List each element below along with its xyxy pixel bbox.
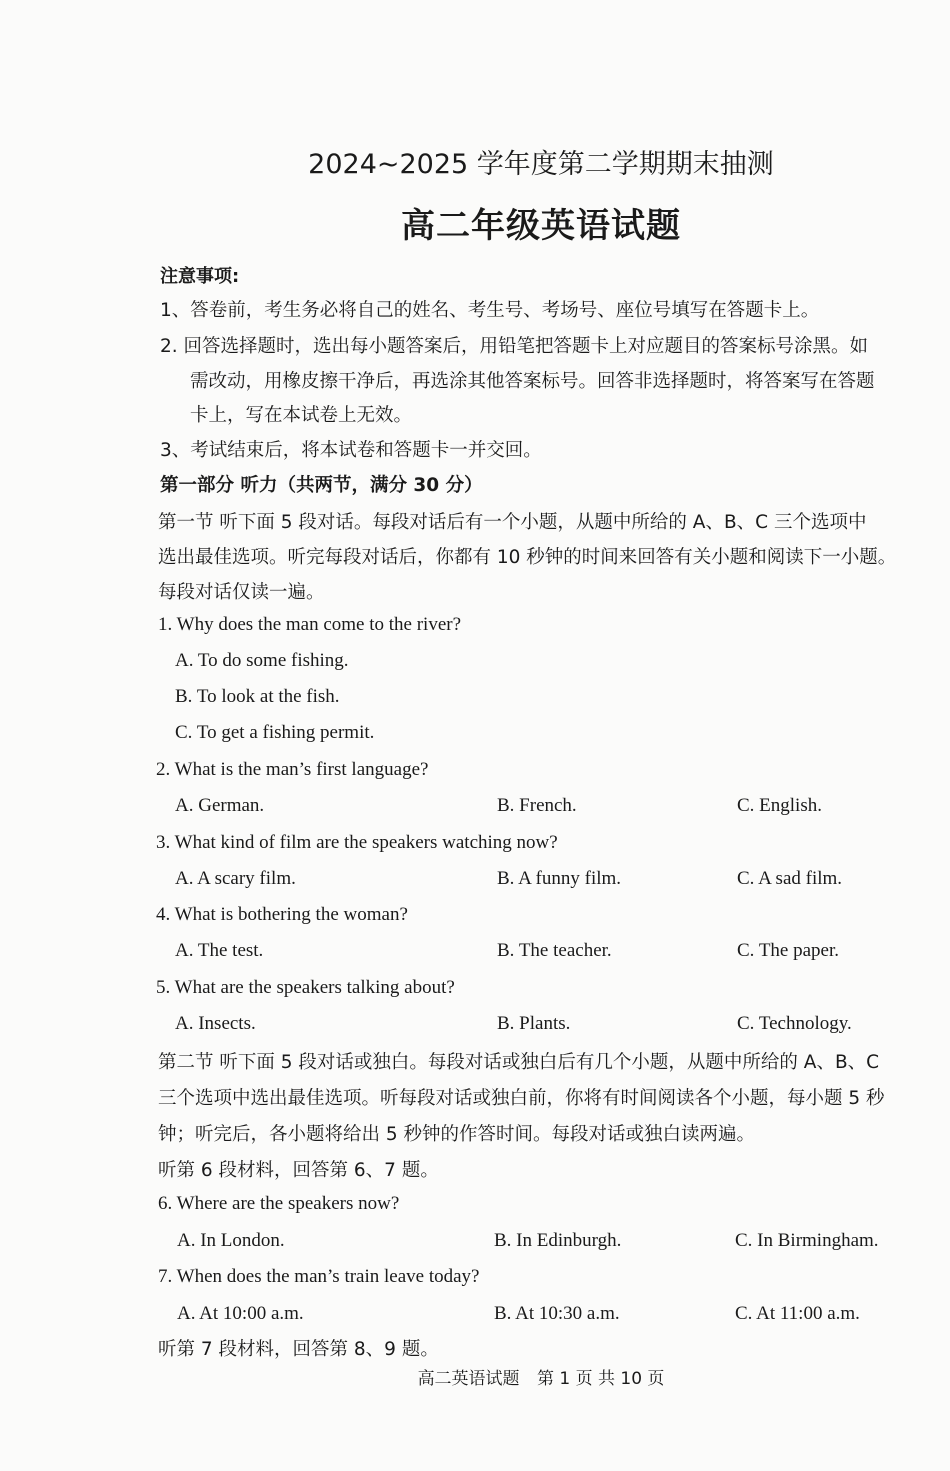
question-2-stem: 2. What is the man’s first language? — [156, 759, 429, 780]
section1-instructions-line-2: 选出最佳选项。听完每段对话后，你都有 10 秒钟的时间来回答有关小题和阅读下一小题。 — [158, 547, 897, 568]
question-5-option-b: B. Plants. — [497, 1013, 571, 1034]
question-5-option-a: A. Insects. — [175, 1013, 256, 1034]
question-7-stem: 7. When does the man’s train leave today? — [158, 1266, 480, 1287]
material-6-instruction: 听第 6 段材料，回答第 6、7 题。 — [158, 1160, 439, 1181]
section2-instructions-line-2: 三个选项中选出最佳选项。听每段对话或独白前，你将有时间阅读各个小题，每小题 5 秒 — [158, 1088, 885, 1109]
question-3-option-c: C. A sad film. — [737, 868, 843, 889]
question-4-option-a: A. The test. — [175, 940, 264, 961]
question-3-option-b: B. A funny film. — [497, 868, 622, 889]
question-1-option-c: C. To get a fishing permit. — [175, 722, 375, 743]
question-7-option-a: A. At 10:00 a.m. — [177, 1303, 304, 1324]
question-6-option-b: B. In Edinburgh. — [494, 1230, 622, 1251]
part1-heading: 第一部分 听力（共两节，满分 30 分） — [160, 475, 483, 496]
question-3-stem: 3. What kind of film are the speakers watching now? — [156, 832, 558, 853]
question-4-option-b: B. The teacher. — [497, 940, 612, 961]
question-7-option-c: C. At 11:00 a.m. — [735, 1303, 860, 1324]
material-7-instruction: 听第 7 段材料，回答第 8、9 题。 — [158, 1339, 439, 1360]
question-2-option-c: C. English. — [737, 795, 822, 816]
question-4-stem: 4. What is bothering the woman? — [156, 904, 408, 925]
question-5-option-c: C. Technology. — [737, 1013, 852, 1034]
exam-subtitle: 高二年级英语试题 — [401, 206, 681, 246]
question-1-option-b: B. To look at the fish. — [175, 686, 340, 707]
question-3-option-a: A. A scary film. — [175, 868, 296, 889]
question-6-option-a: A. In London. — [177, 1230, 285, 1251]
notice-item-1: 1、答卷前，考生务必将自己的姓名、考生号、考场号、座位号填写在答题卡上。 — [160, 300, 820, 321]
question-6-option-c: C. In Birmingham. — [735, 1230, 879, 1251]
section2-instructions: 第二节 听下面 5 段对话或独白。每段对话或独白后有几个小题，从题中所给的 A、B、C — [158, 1052, 880, 1073]
question-6-stem: 6. Where are the speakers now? — [158, 1193, 400, 1214]
section2-instructions-line-3: 钟；听完后，各小题将给出 5 秒钟的作答时间。每段对话或独白读两遍。 — [158, 1124, 756, 1145]
footer-page-number: 第 1 页 共 10 页 — [536, 1369, 665, 1389]
question-1-stem: 1. Why does the man come to the river? — [158, 614, 462, 635]
notice-item-2-line-3: 卡上，写在本试卷上无效。 — [190, 405, 413, 426]
page-footer — [0, 1364, 950, 1389]
section1-instructions-line-3: 每段对话仅读一遍。 — [158, 582, 325, 603]
notice-item-2-line-2: 需改动，用橡皮擦干净后，再选涂其他答案标号。回答非选择题时，将答案写在答题 — [190, 371, 875, 392]
notice-item-3: 3、考试结束后，将本试卷和答题卡一并交回。 — [160, 440, 542, 461]
question-5-stem: 5. What are the speakers talking about? — [156, 977, 455, 998]
question-2-option-b: B. French. — [497, 795, 577, 816]
exam-title: 2024~2025 学年度第二学期期末抽测 — [308, 149, 774, 180]
footer-exam-name: 高二英语试题 — [417, 1369, 520, 1389]
question-2-option-a: A. German. — [175, 795, 265, 816]
notice-heading: 注意事项: — [160, 266, 240, 287]
notice-item-2: 2. 回答选择题时，选出每小题答案后，用铅笔把答题卡上对应题目的答案标号涂黑。如 — [160, 336, 869, 357]
question-1-option-a: A. To do some fishing. — [175, 650, 349, 671]
section1-instructions: 第一节 听下面 5 段对话。每段对话后有一个小题，从题中所给的 A、B、C 三个选项中 — [158, 512, 867, 533]
question-4-option-c: C. The paper. — [737, 940, 840, 961]
question-7-option-b: B. At 10:30 a.m. — [494, 1303, 620, 1324]
